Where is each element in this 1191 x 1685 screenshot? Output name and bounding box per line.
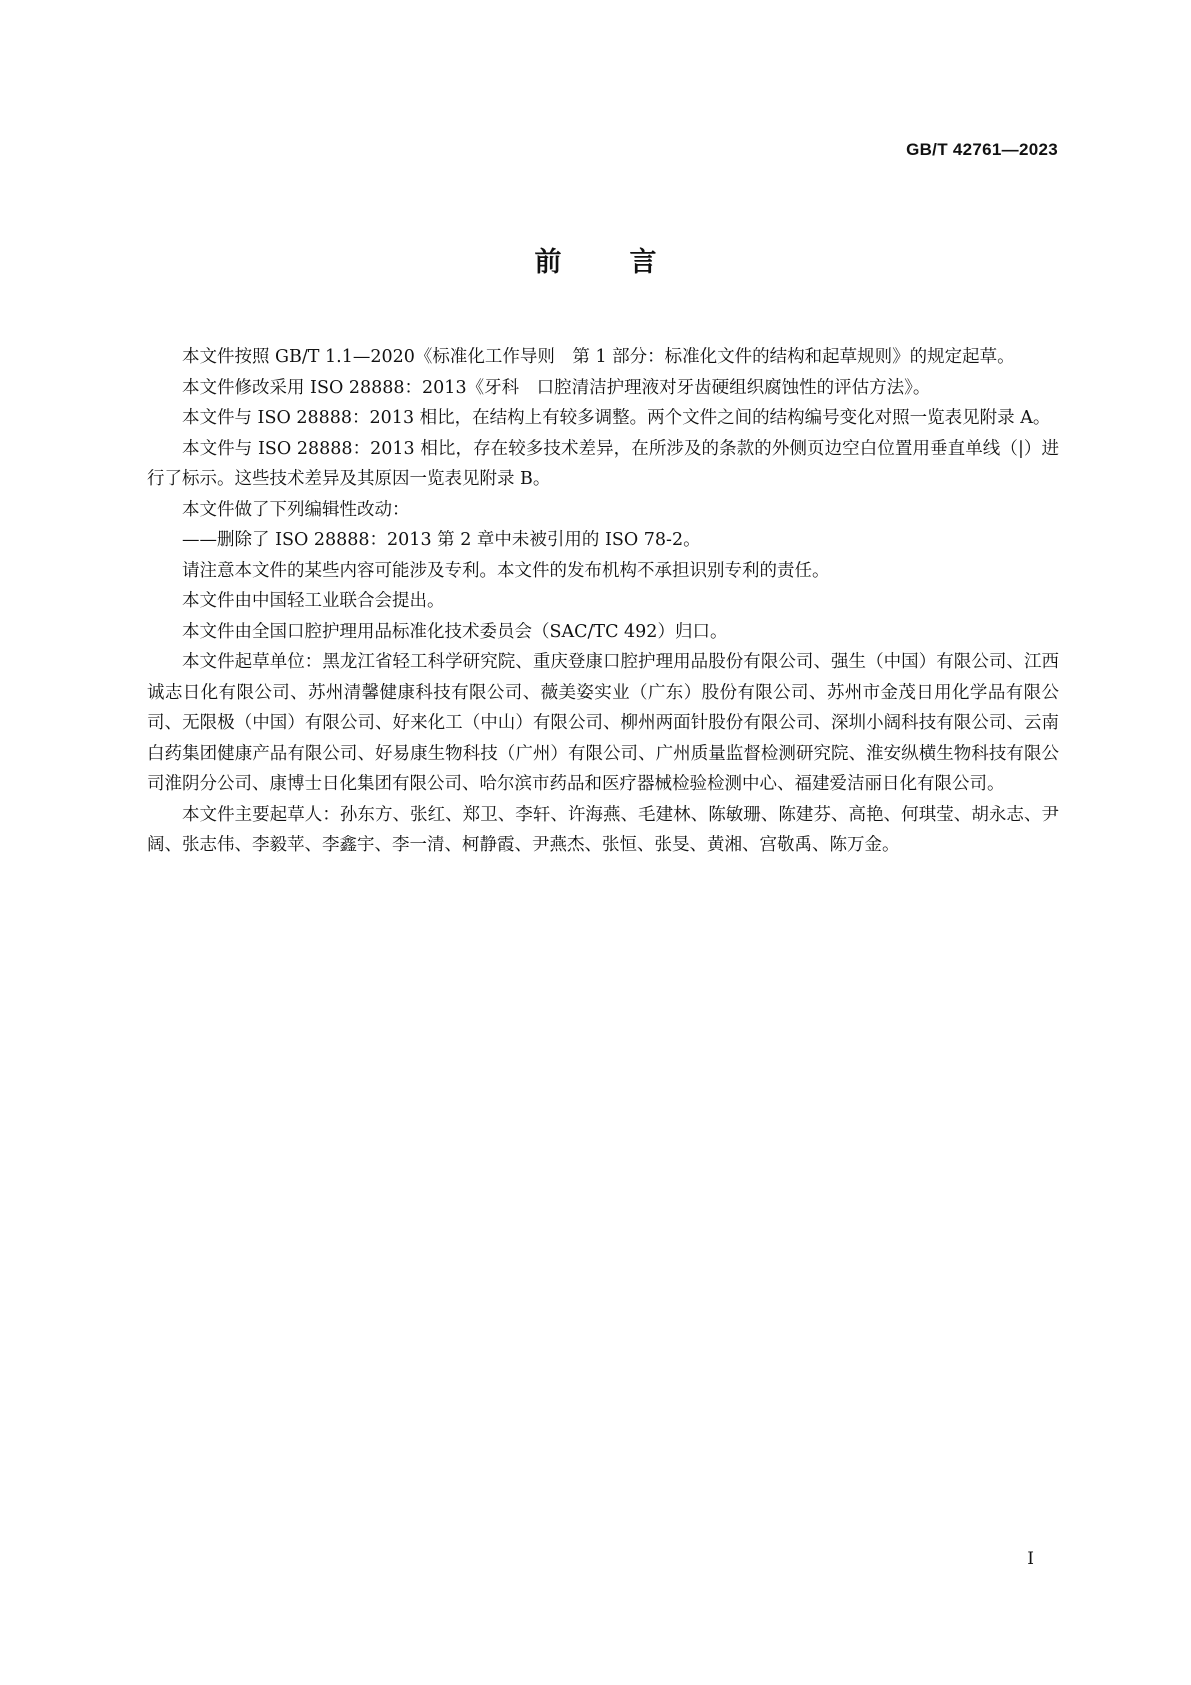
paragraph-administered-by: 本文件由全国口腔护理用品标准化技术委员会（SAC/TC 492）归口。 [182, 621, 728, 642]
paragraph-patent-notice: 请注意本文件的某些内容可能涉及专利。本文件的发布机构不承担识别专利的责任。 [182, 560, 830, 581]
foreword-body [147, 342, 1059, 861]
paragraph-proposed-by: 本文件由中国轻工业联合会提出。 [182, 591, 445, 611]
paragraph-editorial-item: ——删除了 ISO 28888：2013 第 2 章中未被引用的 ISO 78-2。 [182, 530, 701, 550]
page-number: I [1027, 1549, 1034, 1569]
paragraph-drafting-units: 本文件起草单位：黑龙江省轻工科学研究院、重庆登康口腔护理用品股份有限公司、强生（中国）有限公司、江西诚志日化有限公司、苏州清馨健康科技有限公司、薇美姿实业（广东）股份有限公司、苏州市金茂日用化学品有限公司、无限极（中国）有限公司、好来化工（中山）有限公司、柳州两面针股份有限公司、深圳小阔科技有限公司、云南白药集团健康产品有限公司、好易康生物科技（广州）有限公司、广州质量监督检测研究院、淮安纵横生物科技有限公司淮阴分公司、康博士日化集团有限公司、哈尔滨市药品和医疗器械检验检测中心、福建爱洁丽日化有限公司。 [147, 652, 1059, 794]
page-title: 前言 [534, 247, 725, 278]
document-code: GB/T 42761—2023 [906, 140, 1058, 159]
paragraph-structure-changes: 本文件与 ISO 28888：2013 相比，在结构上有较多调整。两个文件之间的结构编号变化对照一览表见附录 A。 [182, 408, 1051, 428]
paragraph-drafters: 本文件主要起草人：孙东方、张红、郑卫、李轩、许海燕、毛建林、陈敏珊、陈建芬、高艳、何琪莹、胡永志、尹阔、张志伟、李毅苹、李鑫宇、李一清、柯静霞、尹燕杰、张恒、张旻、黄湘、宫敬禹、陈万金。 [147, 804, 1059, 855]
paragraph-editorial-changes: 本文件做了下列编辑性改动： [182, 499, 410, 520]
paragraph-adoption: 本文件修改采用 ISO 28888：2013《牙科 口腔清洁护理液对牙齿硬组织腐蚀性的评估方法》。 [182, 377, 931, 398]
paragraph-drafting-rules: 本文件按照 GB/T 1.1—2020《标准化工作导则 第 1 部分：标准化文件的结构和起草规则》的规定起草。 [182, 347, 1015, 367]
paragraph-technical-differences: 本文件与 ISO 28888：2013 相比，存在较多技术差异，在所涉及的条款的外侧页边空白位置用垂直单线（|）进行了标示。这些技术差异及其原因一览表见附录 B。 [147, 438, 1059, 489]
